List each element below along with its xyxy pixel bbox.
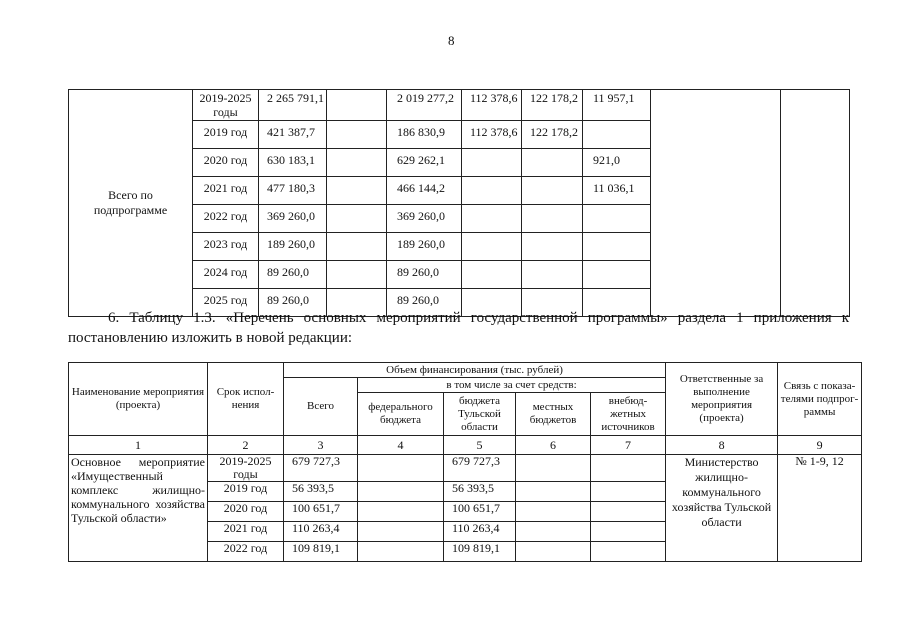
federal-cell <box>358 482 444 502</box>
header-name: Наименование мероприятия (проекта) <box>69 363 208 436</box>
col-number: 1 <box>69 436 208 455</box>
period-cell: 2022 год <box>208 542 284 562</box>
indicator-link: № 1-9, 12 <box>778 455 862 562</box>
regional-cell: 186 830,9 <box>387 121 462 149</box>
local-cell <box>462 149 522 177</box>
extra-cell <box>591 482 666 502</box>
total-cell: 421 387,7 <box>259 121 327 149</box>
total-cell: 189 260,0 <box>259 233 327 261</box>
local-cell <box>462 261 522 289</box>
federal-cell <box>327 233 387 261</box>
summary-row <box>69 90 850 121</box>
regional-cell: 629 262,1 <box>387 149 462 177</box>
total-cell: 630 183,1 <box>259 149 327 177</box>
col-number: 6 <box>516 436 591 455</box>
federal-cell <box>327 90 387 121</box>
extra-cell <box>522 233 583 261</box>
period-cell: 2019 год <box>208 482 284 502</box>
total-cell: 679 727,3 <box>284 455 358 482</box>
col-number: 7 <box>591 436 666 455</box>
extra-cell <box>591 502 666 522</box>
total-cell: 89 260,0 <box>259 289 327 317</box>
federal-cell <box>327 261 387 289</box>
extra-cell <box>522 149 583 177</box>
local-cell <box>516 482 591 502</box>
other-cell <box>583 261 651 289</box>
other-cell: 11 036,1 <box>583 177 651 205</box>
responsible-ministry: Министерство жилищно-коммунального хозяйства Тульской области <box>666 455 778 562</box>
header-link: Связь с показа-телями подпрог-раммы <box>778 363 862 436</box>
regional-cell: 56 393,5 <box>444 482 516 502</box>
total-cell: 109 819,1 <box>284 542 358 562</box>
regional-cell: 189 260,0 <box>387 233 462 261</box>
extra-cell <box>522 205 583 233</box>
header-local: местных бюджетов <box>516 393 591 436</box>
local-cell <box>516 522 591 542</box>
local-cell <box>516 455 591 482</box>
local-cell <box>462 233 522 261</box>
other-cell: 921,0 <box>583 149 651 177</box>
regional-cell: 679 727,3 <box>444 455 516 482</box>
regional-cell: 110 263,4 <box>444 522 516 542</box>
extra-cell <box>591 542 666 562</box>
header-federal: федерального бюджета <box>358 393 444 436</box>
total-cell: 2 265 791,1 <box>259 90 327 121</box>
header-including: в том числе за счет средств: <box>358 378 666 393</box>
indicator-cell <box>781 90 850 317</box>
extra-cell <box>591 522 666 542</box>
subprogram-summary-table <box>68 89 850 317</box>
period-cell: 2019 год <box>193 121 259 149</box>
period-cell: 2020 год <box>208 502 284 522</box>
col-number: 5 <box>444 436 516 455</box>
responsible-cell <box>651 90 781 317</box>
federal-cell <box>327 149 387 177</box>
col-number: 9 <box>778 436 862 455</box>
period-cell: 2019-2025 годы <box>208 455 284 482</box>
federal-cell <box>358 455 444 482</box>
regional-cell: 100 651,7 <box>444 502 516 522</box>
total-cell: 100 651,7 <box>284 502 358 522</box>
period-cell: 2020 год <box>193 149 259 177</box>
extra-cell <box>591 455 666 482</box>
page-number: 8 <box>448 33 455 48</box>
period-cell: 2022 год <box>193 205 259 233</box>
federal-cell <box>358 502 444 522</box>
header-extra: внебюд-жетных источников <box>591 393 666 436</box>
period-cell: 2025 год <box>193 289 259 317</box>
col-number: 8 <box>666 436 778 455</box>
total-cell: 89 260,0 <box>259 261 327 289</box>
federal-cell <box>327 177 387 205</box>
period-cell: 2024 год <box>193 261 259 289</box>
total-cell: 369 260,0 <box>259 205 327 233</box>
regional-cell: 369 260,0 <box>387 205 462 233</box>
local-cell <box>516 502 591 522</box>
extra-cell: 122 178,2 <box>522 90 583 121</box>
summary-label: Всего по подпрограмме <box>69 90 193 317</box>
total-cell: 56 393,5 <box>284 482 358 502</box>
local-cell: 112 378,6 <box>462 121 522 149</box>
extra-cell: 122 178,2 <box>522 121 583 149</box>
period-cell: 2019-2025 годы <box>193 90 259 121</box>
program-activities-table <box>68 362 862 562</box>
amendment-paragraph: 6. Таблицу 1.3. «Перечень основных мероприятий государственной программы» раздела 1 приложения к постановлению изложить в новой редакции: <box>68 310 849 346</box>
federal-cell <box>358 542 444 562</box>
col-number: 4 <box>358 436 444 455</box>
local-cell <box>462 205 522 233</box>
header-term: Срок испол-нения <box>208 363 284 436</box>
regional-cell: 2 019 277,2 <box>387 90 462 121</box>
period-cell: 2023 год <box>193 233 259 261</box>
federal-cell <box>327 205 387 233</box>
local-cell: 112 378,6 <box>462 90 522 121</box>
extra-cell <box>522 261 583 289</box>
col-number: 3 <box>284 436 358 455</box>
activity-name: Основное мероприятие «Имущественный комплекс жилищно-коммунального хозяйства Тульской области» <box>69 455 208 562</box>
header-funding: Объем финансирования (тыс. рублей) <box>284 363 666 378</box>
local-cell <box>462 177 522 205</box>
federal-cell <box>358 522 444 542</box>
other-cell <box>583 233 651 261</box>
regional-cell: 89 260,0 <box>387 261 462 289</box>
header-regional: бюджета Тульской области <box>444 393 516 436</box>
other-cell <box>583 205 651 233</box>
period-cell: 2021 год <box>208 522 284 542</box>
total-cell: 110 263,4 <box>284 522 358 542</box>
other-cell: 11 957,1 <box>583 90 651 121</box>
local-cell <box>516 542 591 562</box>
col-number: 2 <box>208 436 284 455</box>
regional-cell: 466 144,2 <box>387 177 462 205</box>
total-cell: 477 180,3 <box>259 177 327 205</box>
period-cell: 2021 год <box>193 177 259 205</box>
federal-cell <box>327 121 387 149</box>
regional-cell: 89 260,0 <box>387 289 462 317</box>
other-cell <box>583 121 651 149</box>
header-total: Всего <box>284 378 358 436</box>
regional-cell: 109 819,1 <box>444 542 516 562</box>
activity-row <box>69 455 862 482</box>
extra-cell <box>522 177 583 205</box>
header-responsible: Ответственные за выполнение мероприятия (проекта) <box>666 363 778 436</box>
